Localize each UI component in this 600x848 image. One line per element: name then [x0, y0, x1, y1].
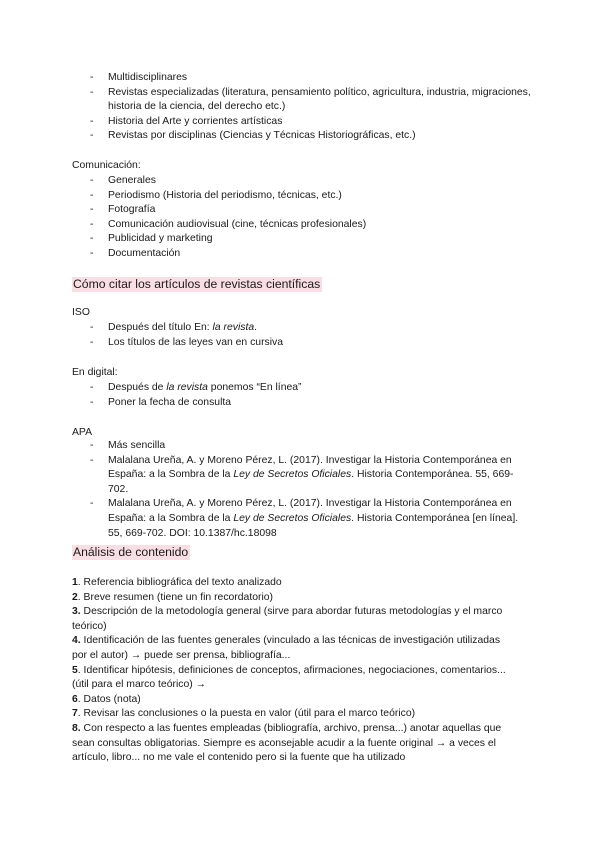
- citar-heading: Cómo citar los artículos de revistas científicas: [73, 277, 321, 291]
- list-item: 8. Con respecto a las fuentes empleadas (bibliografía, archivo, prensa...) anotar aquellas que sean consultas obligatorias. Siempre es aconsejable acudir a la fuente original → a veces el artículo, libro... no me vale el contenido pero si la fuente que ha utilizado: [72, 722, 502, 764]
- list-item: - Comunicación audiovisual (cine, técnicas profesionales): [90, 218, 367, 230]
- list-item: - Los títulos de las leyes van en cursiva: [90, 336, 284, 348]
- list-item: - Publicidad y marketing: [90, 233, 213, 245]
- digital-label: En digital:: [72, 367, 118, 378]
- iso-label: ISO: [72, 307, 90, 318]
- list-item: - Después de la revista ponemos “En línea”: [90, 382, 302, 393]
- list-item: - Documentación: [90, 247, 181, 259]
- list-item: - Revistas especializadas (literatura, pensamiento político, agricultura, industria, migraciones, historia de la ciencia, del derecho etc.): [90, 86, 531, 113]
- list-item: - Poner la fecha de consulta: [90, 396, 232, 408]
- list-item: - Más sencilla: [90, 440, 166, 451]
- list-item: - Multidisciplinares: [90, 72, 188, 83]
- iso-list: [72, 321, 532, 350]
- reference-item: - Malalana Ureña, A. y Moreno Pérez, L. (2017). Investigar la Historia Contemporánea en España: a la Sombra de la Ley de Secretos Oficiales. Historia Contemporánea. 55, 669-702.: [90, 454, 514, 495]
- analisis-list: [72, 576, 512, 766]
- apa-list: [72, 439, 532, 541]
- list-item: 5. Identificar hipótesis, definiciones de conceptos, afirmaciones, negociaciones, comentarios... (útil para el marco teórico) →: [72, 664, 506, 691]
- list-item: 4. Identificación de las fuentes generales (vinculado a las técnicas de investigación utilizadas por el autor) → puede ser prensa, bibliografía...: [72, 635, 501, 661]
- analisis-heading: Análisis de contenido: [73, 545, 189, 559]
- list-item: 7. Revisar las conclusiones o la puesta en valor (útil para el marco teórico): [72, 708, 416, 720]
- apa-label: APA: [72, 427, 93, 438]
- list-item: - Periodismo (Historia del periodismo, técnicas, etc.): [90, 189, 342, 201]
- digital-list: [72, 381, 532, 410]
- list-item: 6. Datos (nota): [72, 693, 141, 705]
- list-item: - Fotografía: [90, 204, 156, 216]
- journal-types-list: [72, 71, 532, 144]
- list-item: - Revistas por disciplinas (Ciencias y Técnicas Historiográficas, etc.): [90, 130, 416, 142]
- list-item: 3. Descripción de la metodología general (sirve para abordar futuras metodologías y el marco teórico): [72, 606, 503, 632]
- list-item: 1. Referencia bibliográfica del texto analizado: [72, 577, 282, 588]
- reference-item: - Malalana Ureña, A. y Moreno Pérez, L. (2017). Investigar la Historia Contemporánea en España: a la Sombra de la Ley de Secretos Oficiales. Historia Contemporánea [en línea]. 55, 669-702. DOI: 10.1387/hc.18098: [90, 498, 519, 539]
- list-item: 2. Breve resumen (tiene un fin recordatorio): [72, 591, 273, 603]
- list-item: - Generales: [90, 175, 156, 186]
- comunicacion-label: Comunicación:: [72, 160, 141, 171]
- list-item: - Después del título En: la revista.: [90, 322, 258, 333]
- list-item: - Historia del Arte y corrientes artísticas: [90, 115, 283, 127]
- comunicacion-list: [72, 174, 532, 262]
